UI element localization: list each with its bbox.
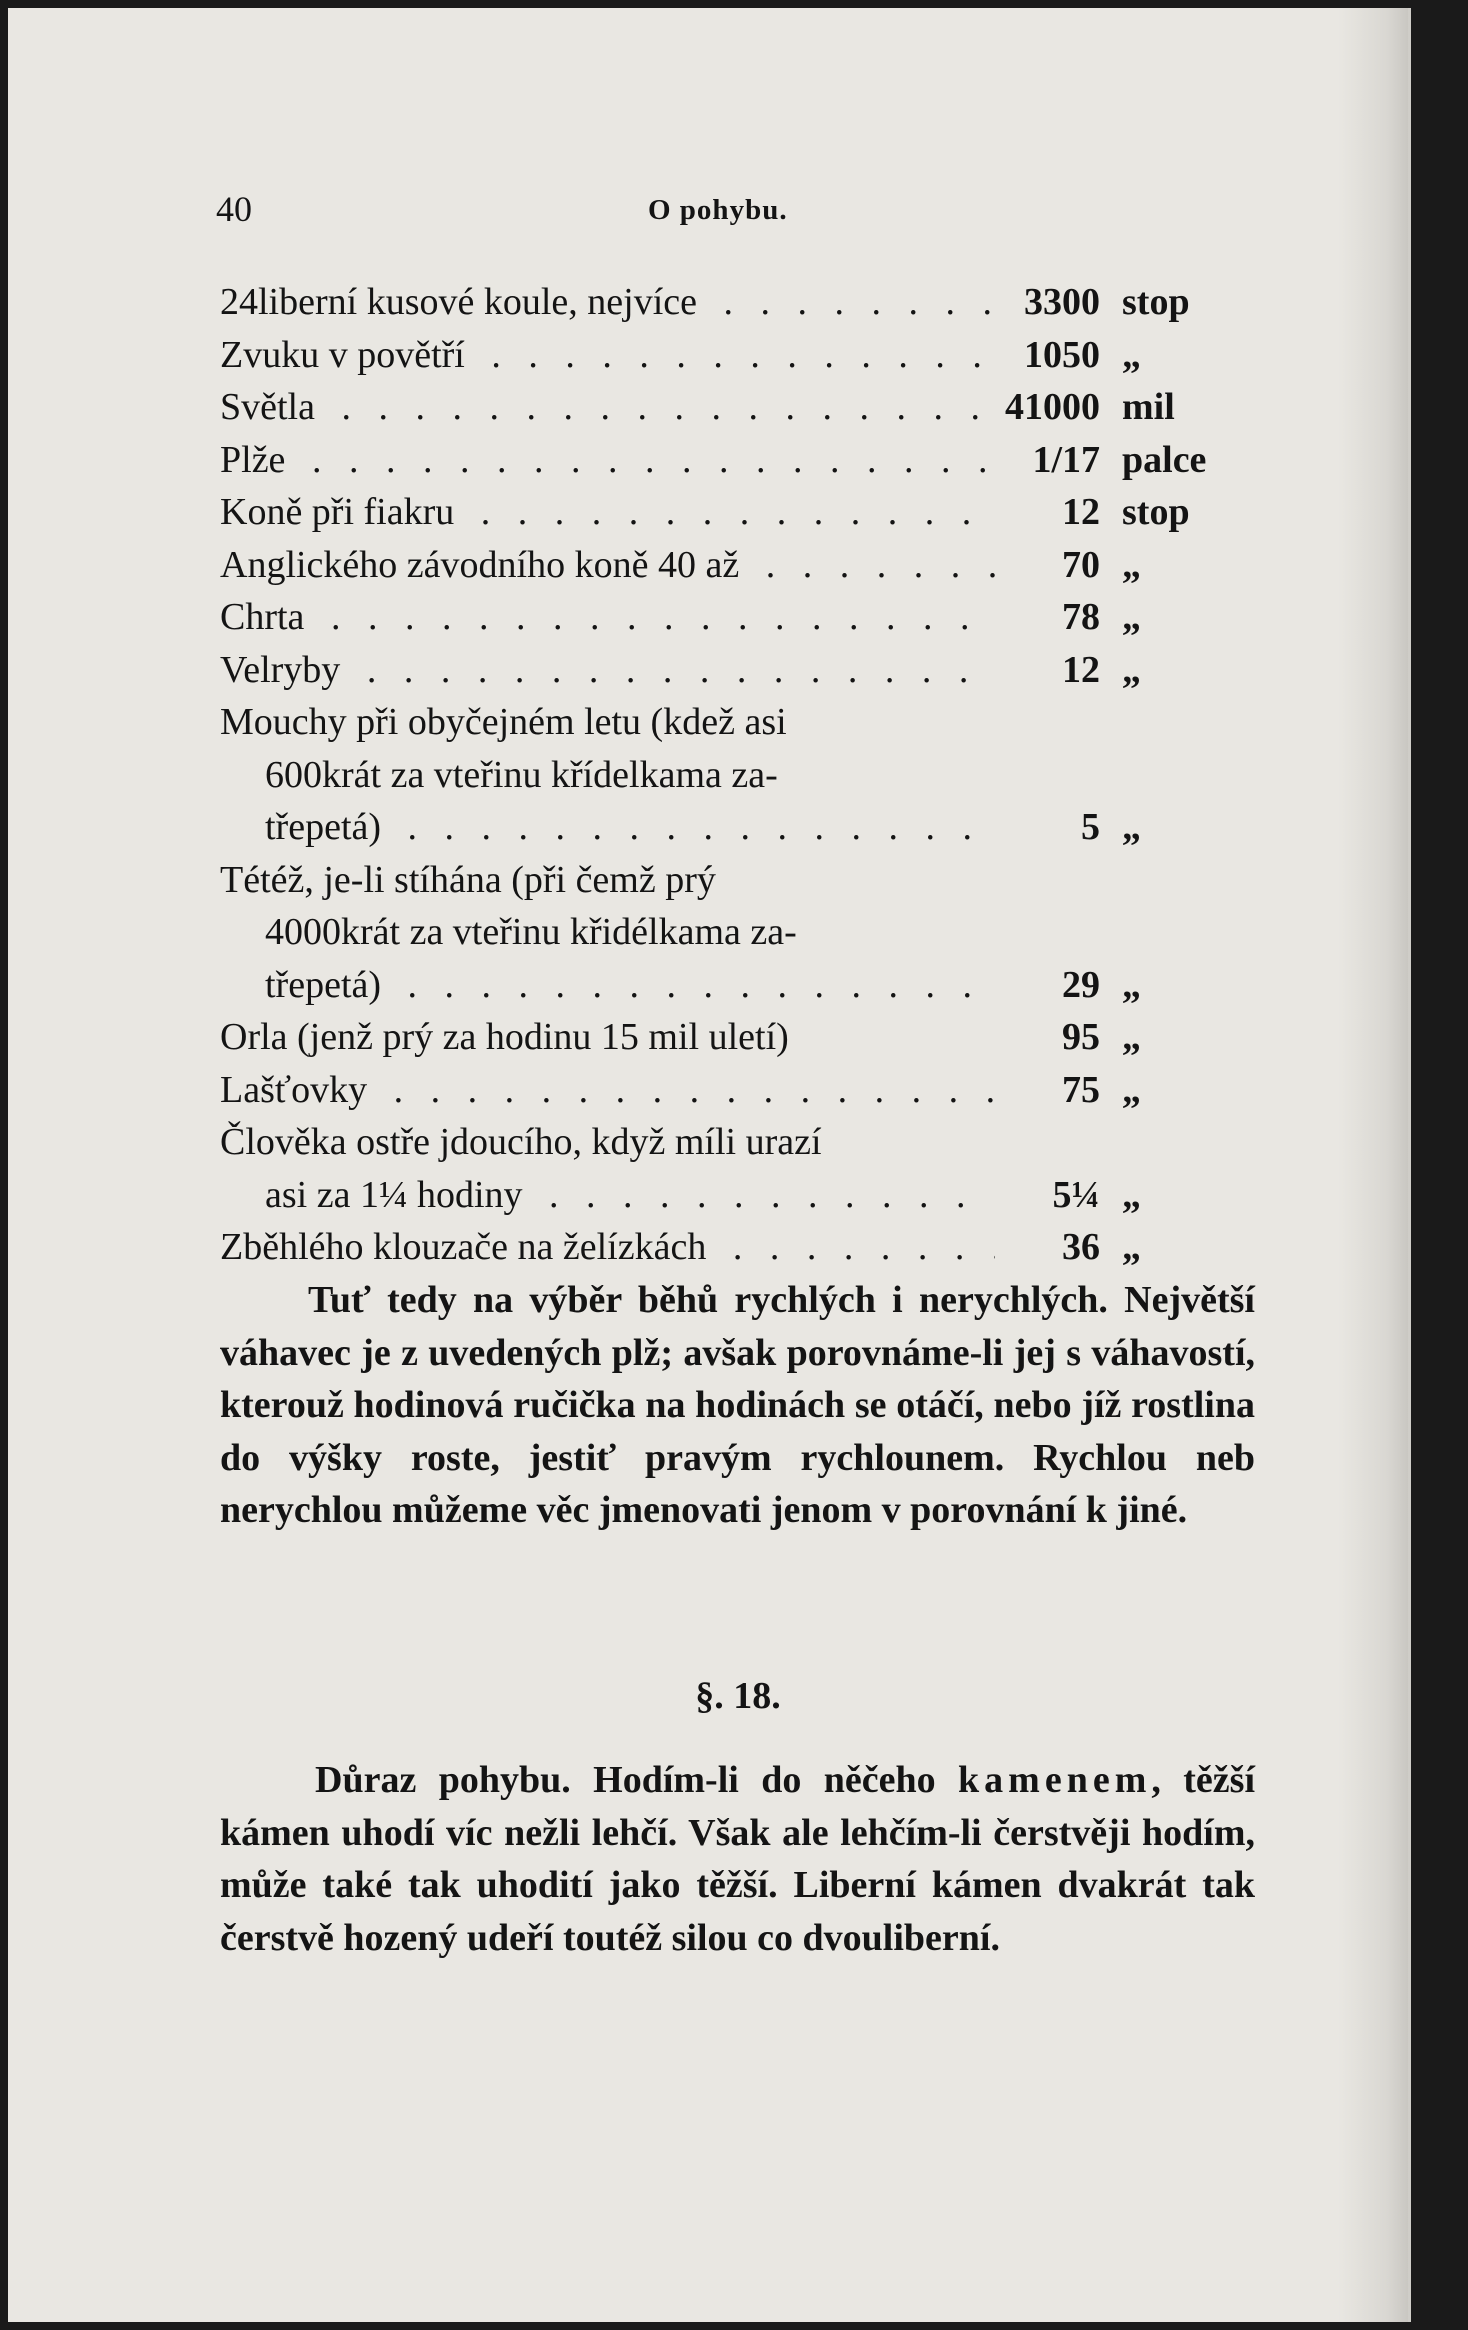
spaced-word: kamenem (958, 1759, 1152, 1801)
row-label-text: Tétéž, je-li stíhána (při čemž prý (220, 859, 724, 901)
row-unit: „ (1122, 648, 1141, 691)
row-label (220, 959, 995, 1011)
row-value: 1050 (1024, 333, 1100, 376)
row-label (220, 854, 995, 906)
row-value: 95 (1062, 1016, 1100, 1058)
row-label-text: Orla (jenž prý za hodinu 15 mil uletí) (220, 1016, 797, 1058)
row-value: 5¼ (1052, 1173, 1100, 1216)
row-unit: „ (1122, 1173, 1141, 1216)
table-row (220, 801, 1265, 854)
row-label (220, 276, 995, 328)
table-row (220, 591, 1265, 644)
row-label-text: 4000krát za vteřinu křidélkama za- (265, 911, 805, 953)
row-label-text: třepetá) (265, 964, 389, 1006)
paragraph-text: Tuť tedy na výběr běhů rychlých i nerychlých. Největší váhavec je z uvedených plž; avšak porovnáme-li jej s váhavostí, kterouž hodinová ručička na hodinách se otáčí, nebo jíž rostlina do výšky roste, jestiť pravým rychlounem. Rychlou neb nerychlou můžeme věc jmenovati jenom v porovnání k jiné. (220, 1279, 1255, 1531)
paragraph-speeds-comparison (220, 1274, 1255, 1537)
table-row (220, 329, 1265, 382)
table-row (220, 1011, 1265, 1064)
row-label (220, 329, 995, 381)
table-row (220, 1169, 1265, 1222)
table-row (220, 906, 1265, 959)
table-row (220, 276, 1265, 329)
table-row (220, 749, 1265, 802)
row-unit: palce (1122, 438, 1207, 481)
row-label-text: Velryby (220, 649, 348, 691)
row-label (220, 1064, 995, 1116)
row-unit: „ (1122, 596, 1141, 638)
row-label-text: třepetá) (265, 806, 389, 848)
row-label-text: Plže (220, 439, 293, 481)
paragraph-text-start: Hodím-li do něčeho (570, 1759, 959, 1801)
row-unit: stop (1122, 281, 1190, 323)
paragraph-lead: Důraz pohybu. (315, 1759, 571, 1801)
row-value: 5 (1081, 806, 1100, 848)
row-value: 75 (1062, 1068, 1100, 1111)
row-label (220, 1169, 995, 1221)
table-row (220, 1221, 1265, 1274)
row-unit: „ (1122, 333, 1141, 376)
row-label-text: Člověka ostře jdoucího, když míli urazí (220, 1121, 830, 1163)
row-unit: stop (1122, 491, 1190, 533)
row-unit: „ (1122, 543, 1141, 586)
paragraph-text-rest: , těžší kámen uhodí víc nežli lehčí. Však ale lehčím-li čerstvěji hodím, může také tak uhodití jako těžší. Liberní kámen dvakrát tak čerstvě hozený udeří toutéž silou co dvouliberní. (220, 1759, 1255, 1959)
page-edge-shadow (1338, 8, 1408, 2322)
row-label (220, 486, 995, 538)
row-label (220, 381, 995, 433)
row-unit: mil (1122, 386, 1175, 428)
row-label-text: Lašťovky (220, 1069, 375, 1111)
book-page (8, 8, 1411, 2322)
row-unit: „ (1122, 806, 1141, 848)
row-value: 41000 (1005, 386, 1100, 428)
row-value: 1/17 (1032, 438, 1100, 481)
row-label (220, 434, 995, 486)
row-label (220, 591, 995, 643)
table-row (220, 434, 1265, 487)
row-label (220, 749, 995, 801)
table-row (220, 959, 1265, 1012)
row-value: 12 (1062, 491, 1100, 533)
table-row (220, 539, 1265, 592)
row-unit: „ (1122, 1068, 1141, 1111)
row-label (220, 1011, 995, 1063)
row-label-text: Chrta (220, 596, 312, 638)
row-label (220, 696, 995, 748)
table-row (220, 1116, 1265, 1169)
row-value: 3300 (1024, 281, 1100, 323)
row-label-text: Zvuku v povětří (220, 334, 473, 376)
row-label-text: 600krát za vteřinu křídelkama za- (265, 754, 786, 796)
row-value: 12 (1062, 648, 1100, 691)
table-row (220, 644, 1265, 697)
row-label (220, 644, 995, 696)
row-label-text: asi za 1¼ hodiny (265, 1174, 531, 1216)
row-value: 36 (1062, 1226, 1100, 1268)
speed-table (220, 276, 1265, 1274)
table-row (220, 1064, 1265, 1117)
row-unit: „ (1122, 1226, 1141, 1268)
table-row (220, 486, 1265, 539)
row-label (220, 1221, 995, 1273)
page-number: 40 (216, 189, 252, 229)
row-label-text: 24liberní kusové koule, nejvíce (220, 281, 705, 323)
row-label (220, 539, 995, 591)
section-number: §. 18. (695, 1675, 781, 1717)
row-label (220, 1116, 995, 1168)
row-unit: „ (1122, 963, 1141, 1006)
row-label-text: Mouchy při obyčejném letu (kdež asi (220, 701, 795, 743)
table-row (220, 381, 1265, 434)
running-head: O pohybu. (648, 194, 788, 226)
row-label (220, 801, 995, 853)
page-header (8, 188, 1408, 232)
row-label-text: Koně při fiakru (220, 491, 462, 533)
row-value: 29 (1062, 963, 1100, 1006)
row-label-text: Anglického závodního koně 40 až (220, 544, 747, 586)
row-label-text: Zběhlého klouzače na želízkách (220, 1226, 714, 1268)
row-value: 78 (1062, 596, 1100, 638)
paragraph-impact-of-motion (220, 1754, 1255, 1964)
row-label-text: Světla (220, 386, 323, 428)
row-unit: „ (1122, 1016, 1141, 1058)
table-row (220, 696, 1265, 749)
row-value: 70 (1062, 543, 1100, 586)
row-label (220, 906, 995, 958)
table-row (220, 854, 1265, 907)
